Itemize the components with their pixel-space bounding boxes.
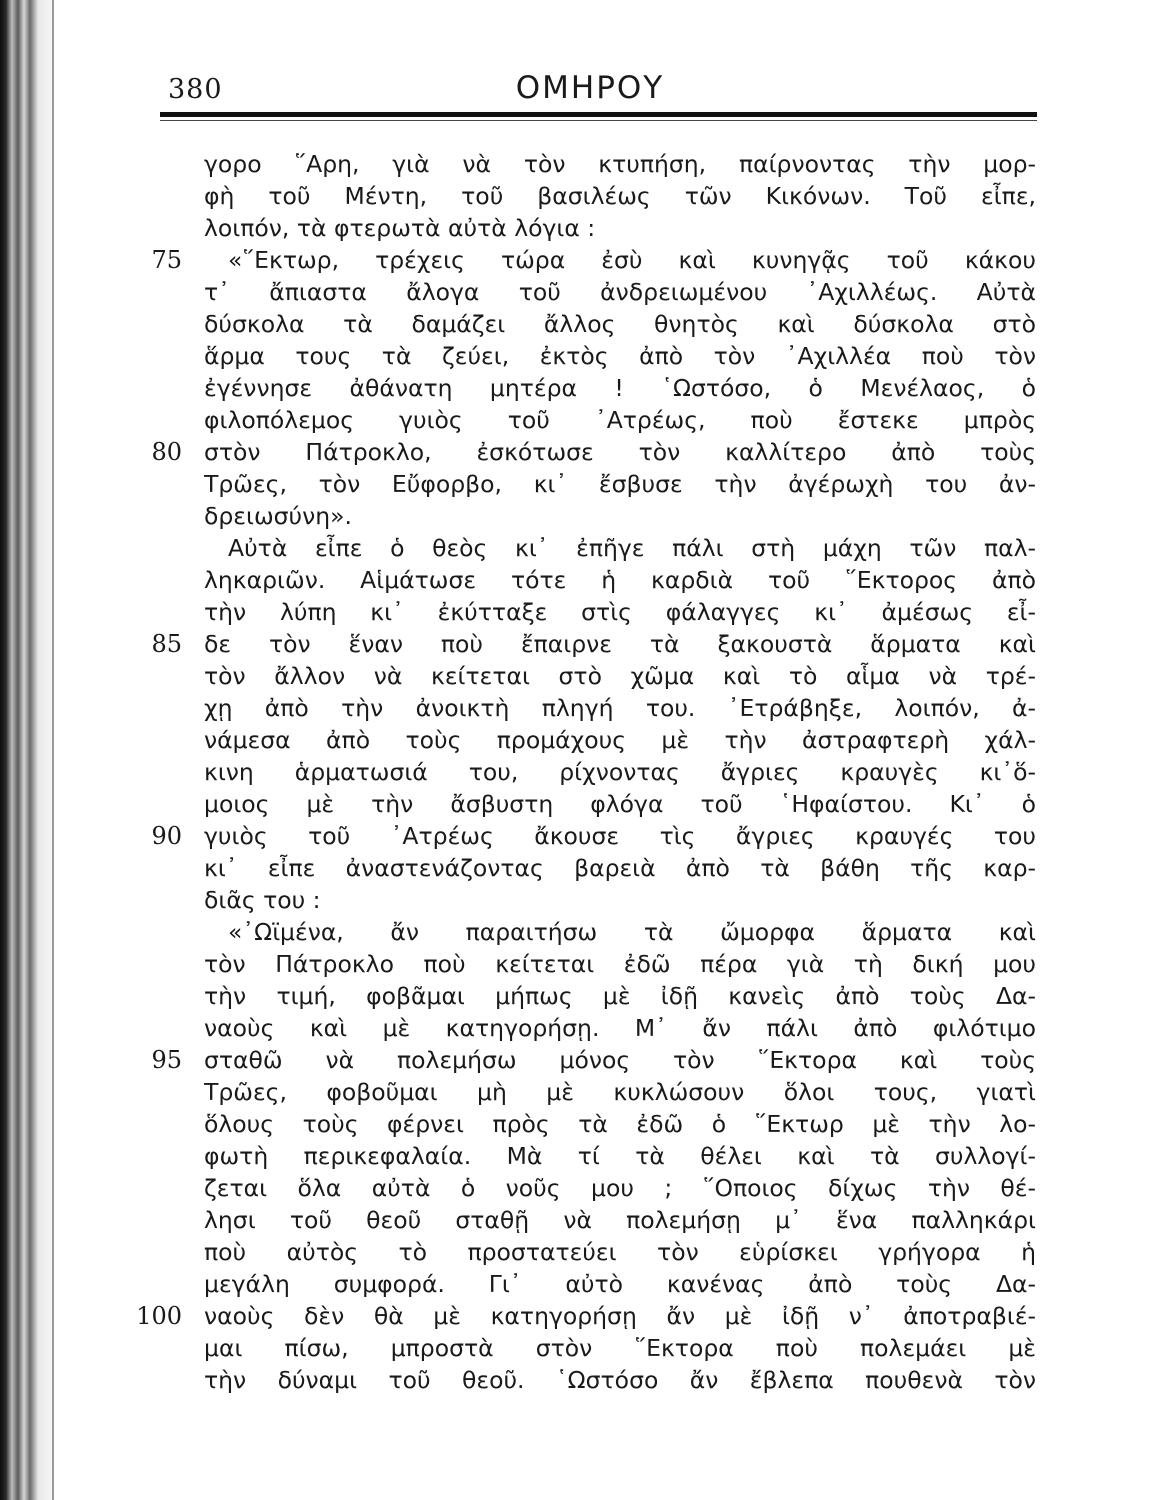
- text-line-19: νάμεσα ἀπὸ τοὺς προμάχους μὲ τὴν ἀστραφτερὴ χάλ-: [204, 726, 1036, 754]
- text-line-39: τὴν δύναμι τοῦ θεοῦ. ῾Ωστόσο ἄν ἔβλεπα πουθενὰ τὸν: [204, 1366, 1036, 1394]
- text-line-4: «῞Εκτωρ, τρέχεις τώρα ἐσὺ καὶ κυνηγᾷς τοῦ κάκου: [228, 246, 1036, 274]
- text-line-3: λοιπόν, τὰ φτερωτὰ αὐτὰ λόγια :: [204, 214, 596, 242]
- text-line-2: φὴ τοῦ Μέντη, τοῦ βασιλέως τῶν Κικόνων. Τοῦ εἶπε,: [204, 182, 1036, 210]
- line-number-85: 85: [151, 630, 182, 658]
- text-line-22: γυιὸς τοῦ ᾽Ατρέως ἄκουσε τὶς ἄγριες κραυγές του: [204, 822, 1036, 850]
- line-number-100: 100: [136, 1302, 182, 1330]
- text-line-35: ποὺ αὐτὸς τὸ προστατεύει τὸν εὑρίσκει γρήγορα ἡ: [204, 1238, 1036, 1266]
- line-number-75: 75: [151, 246, 182, 274]
- page-number: 380: [168, 74, 223, 105]
- text-line-27: τὴν τιμή, φοβᾶμαι μήπως μὲ ἰδῇ κανεὶς ἀπὸ τοὺς Δα-: [204, 982, 1036, 1010]
- text-line-10: στὸν Πάτροκλο, ἐσκότωσε τὸν καλλίτερο ἀπὸ τοὺς: [204, 438, 1036, 466]
- text-line-21: μοιος μὲ τὴν ἄσβυστη φλόγα τοῦ ῾Ηφαίστου. Κι᾽ ὁ: [204, 790, 1036, 818]
- text-line-37: ναοὺς δὲν θὰ μὲ κατηγορήσῃ ἄν μὲ ἰδῇ ν᾽ ἀποτραβιέ-: [204, 1302, 1036, 1330]
- header-rule-thin: [160, 120, 1037, 121]
- text-line-31: ὅλους τοὺς φέρνει πρὸς τὰ ἐδῶ ὁ ῞Εκτωρ μὲ τὴν λο-: [204, 1110, 1036, 1138]
- header-rule-thick: [160, 112, 1037, 117]
- text-line-12: δρειωσύνη».: [204, 502, 352, 530]
- book-page-edge: [0, 0, 52, 1500]
- running-head: ΟΜΗΡΟΥ: [515, 70, 665, 106]
- text-line-7: ἅρμα τους τὰ ζεύει, ἐκτὸς ἀπὸ τὸν ᾽Αχιλλέα ποὺ τὸν: [204, 342, 1036, 370]
- text-line-38: μαι πίσω, μπροστὰ στὸν ῞Εκτορα ποὺ πολεμάει μὲ: [204, 1334, 1036, 1362]
- text-line-16: δε τὸν ἕναν ποὺ ἔπαιρνε τὰ ξακουστὰ ἅρματα καὶ: [204, 630, 1036, 658]
- page-gutter-line: [52, 0, 54, 1500]
- text-line-1: γορο ῞Αρη, γιὰ νὰ τὸν κτυπήση, παίρνοντας τὴν μορ-: [204, 150, 1036, 178]
- text-line-15: τὴν λύπη κι᾽ ἐκύτταξε στὶς φάλαγγες κι᾽ ἀμέσως εἶ-: [204, 598, 1036, 626]
- text-line-18: χῃ ἀπὸ τὴν ἀνοικτὴ πληγή του. ᾽Ετράβηξε, λοιπόν, ἀ-: [204, 694, 1036, 722]
- text-line-29: σταθῶ νὰ πολεμήσω μόνος τὸν ῞Εκτορα καὶ τοὺς: [204, 1046, 1036, 1074]
- text-line-30: Τρῶες, φοβοῦμαι μὴ μὲ κυκλώσουν ὅλοι τους, γιατὶ: [204, 1078, 1036, 1106]
- line-number-90: 90: [151, 822, 182, 850]
- text-line-9: φιλοπόλεμος γυιὸς τοῦ ᾽Ατρέως, ποὺ ἔστεκε μπρὸς: [204, 406, 1036, 434]
- text-line-23: κι᾽ εἶπε ἀναστενάζοντας βαρειὰ ἀπὸ τὰ βάθη τῆς καρ-: [204, 854, 1036, 882]
- text-line-36: μεγάλη συμφορά. Γι᾽ αὐτὸ κανένας ἀπὸ τοὺς Δα-: [204, 1270, 1036, 1298]
- text-line-20: κινη ἁρματωσιά του, ρίχνοντας ἄγριες κραυγὲς κι᾽ὅ-: [204, 758, 1036, 786]
- text-line-25: «᾽Ωϊμένα, ἄν παραιτήσω τὰ ὤμορφα ἅρματα καὶ: [228, 918, 1036, 946]
- line-number-80: 80: [151, 438, 182, 466]
- text-line-24: διᾶς του :: [204, 886, 321, 914]
- text-line-5: τ᾽ ἄπιαστα ἄλογα τοῦ ἀνδρειωμένου ᾽Αχιλλέως. Αὐτὰ: [204, 278, 1036, 306]
- text-line-32: φωτὴ περικεφαλαία. Μὰ τί τὰ θέλει καὶ τὰ συλλογί-: [204, 1142, 1036, 1170]
- text-line-13: Αὐτὰ εἶπε ὁ θεὸς κι᾽ ἐπῆγε πάλι στὴ μάχη τῶν παλ-: [228, 534, 1036, 562]
- line-number-95: 95: [151, 1046, 182, 1074]
- text-line-17: τὸν ἄλλον νὰ κείτεται στὸ χῶμα καὶ τὸ αἷμα νὰ τρέ-: [204, 662, 1036, 690]
- text-line-14: ληκαριῶν. Αἱμάτωσε τότε ἡ καρδιὰ τοῦ ῞Εκτορος ἀπὸ: [204, 566, 1036, 594]
- text-line-26: τὸν Πάτροκλο ποὺ κείτεται ἐδῶ πέρα γιὰ τὴ δική μου: [204, 950, 1036, 978]
- text-line-34: λησι τοῦ θεοῦ σταθῇ νὰ πολεμήσῃ μ᾽ ἕνα παλληκάρι: [204, 1206, 1036, 1234]
- text-line-28: ναοὺς καὶ μὲ κατηγορήσῃ. Μ᾽ ἄν πάλι ἀπὸ φιλότιμο: [204, 1014, 1036, 1042]
- text-line-8: ἐγέννησε ἀθάνατη μητέρα ! ῾Ωστόσο, ὁ Μενέλαος, ὁ: [204, 374, 1036, 402]
- text-line-33: ζεται ὅλα αὐτὰ ὁ νοῦς μου ; ῞Οποιος δίχως τὴν θέ-: [204, 1174, 1036, 1202]
- text-line-6: δύσκολα τὰ δαμάζει ἄλλος θνητὸς καὶ δύσκολα στὸ: [204, 310, 1036, 338]
- text-line-11: Τρῶες, τὸν Εὔφορβο, κι᾽ ἔσβυσε τὴν ἀγέρωχὴ του ἀν-: [204, 470, 1036, 498]
